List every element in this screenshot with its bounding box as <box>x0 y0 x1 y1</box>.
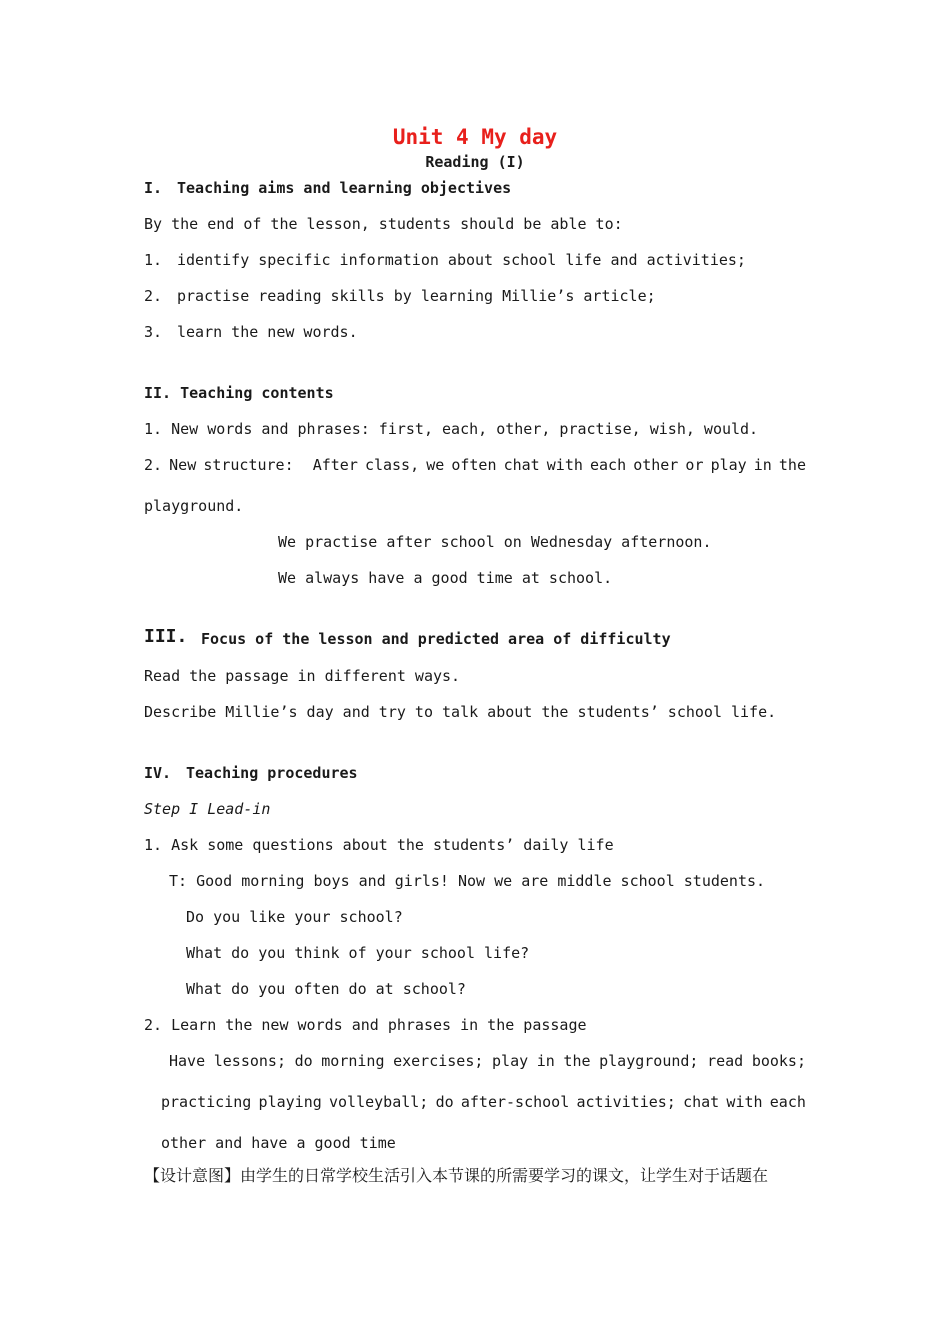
design-intent: 【设计意图】由学生的日常学校生活引入本节课的所需要学习的课文，让学生对于话题在 <box>144 1166 769 1185</box>
word: playground; <box>599 1052 699 1070</box>
question-line: What do you think of your school life? <box>186 944 530 962</box>
contents-structure-line <box>144 455 806 475</box>
word: play <box>492 1052 529 1070</box>
word: the <box>563 1052 591 1070</box>
procedure-item-2: 2. Learn the new words and phrases in the passage <box>144 1016 587 1034</box>
objective-number: 3. <box>144 323 163 341</box>
word: often <box>451 456 497 474</box>
word: other <box>633 456 679 474</box>
word: play <box>710 456 747 474</box>
section-3-number: III. <box>144 626 188 647</box>
word: we <box>426 456 445 474</box>
step-heading: Step I Lead-in <box>144 800 271 818</box>
section-2-heading: II. Teaching contents <box>144 384 334 402</box>
word: with <box>726 1093 763 1111</box>
example-sentence: We practise after school on Wednesday afternoon. <box>278 533 712 551</box>
section-1-intro: By the end of the lesson, students should be able to: <box>144 215 623 233</box>
word: do <box>435 1093 454 1111</box>
section-4-heading: Teaching procedures <box>186 764 358 782</box>
word: after-school <box>460 1093 570 1111</box>
word: or <box>685 456 704 474</box>
word: with <box>546 456 583 474</box>
word: playing <box>258 1093 322 1111</box>
word: books; <box>751 1052 806 1070</box>
word: read <box>707 1052 744 1070</box>
word: practicing <box>161 1093 252 1111</box>
word: After <box>312 456 358 474</box>
word: do <box>294 1052 313 1070</box>
objective-text: practise reading skills by learning Millie’s article; <box>177 287 656 305</box>
contents-words-line: 1. New words and phrases: first, each, other, practise, wish, would. <box>144 420 759 438</box>
word: class, <box>364 456 420 474</box>
question-line: What do you often do at school? <box>186 980 466 998</box>
word: lessons; <box>213 1052 286 1070</box>
example-sentence: We always have a good time at school. <box>278 569 613 587</box>
objective-number: 2. <box>144 287 163 305</box>
section-1-heading: Teaching aims and learning objectives <box>177 179 512 197</box>
word: exercises; <box>393 1052 484 1070</box>
objective-text: learn the new words. <box>177 323 358 341</box>
question-line: Do you like your school? <box>186 908 403 926</box>
document-title: Unit 4 My day <box>392 125 558 149</box>
word: volleyball; <box>329 1093 429 1111</box>
word: activities; <box>576 1093 676 1111</box>
teacher-line: T: Good morning boys and girls! Now we are middle school students. <box>169 872 766 890</box>
word: in <box>753 456 772 474</box>
document-subtitle: Reading (I) <box>425 153 525 171</box>
focus-line: Read the passage in different ways. <box>144 667 461 685</box>
phrases-line <box>161 1092 806 1112</box>
word: each <box>589 456 627 474</box>
phrases-line <box>169 1051 806 1071</box>
objective-text: identify specific information about school life and activities; <box>177 251 746 269</box>
word: in <box>536 1052 555 1070</box>
word: 2. <box>144 456 163 474</box>
section-4-number: IV. <box>144 764 172 782</box>
word: structure: <box>203 456 294 474</box>
word: Have <box>169 1052 206 1070</box>
word: morning <box>321 1052 385 1070</box>
word: chat <box>503 456 540 474</box>
word: chat <box>683 1093 720 1111</box>
contents-structure-continuation: playground. <box>144 497 244 515</box>
section-3-heading: Focus of the lesson and predicted area of difficulty <box>201 630 671 648</box>
word: each <box>769 1093 806 1111</box>
word: the <box>778 456 806 474</box>
procedure-item-1: 1. Ask some questions about the students’ daily life <box>144 836 614 854</box>
word: New <box>169 456 197 474</box>
objective-number: 1. <box>144 251 163 269</box>
difficulty-line: Describe Millie’s day and try to talk about the students’ school life. <box>144 703 777 721</box>
phrases-line-end: other and have a good time <box>161 1134 396 1152</box>
section-1-number: I. <box>144 179 163 197</box>
